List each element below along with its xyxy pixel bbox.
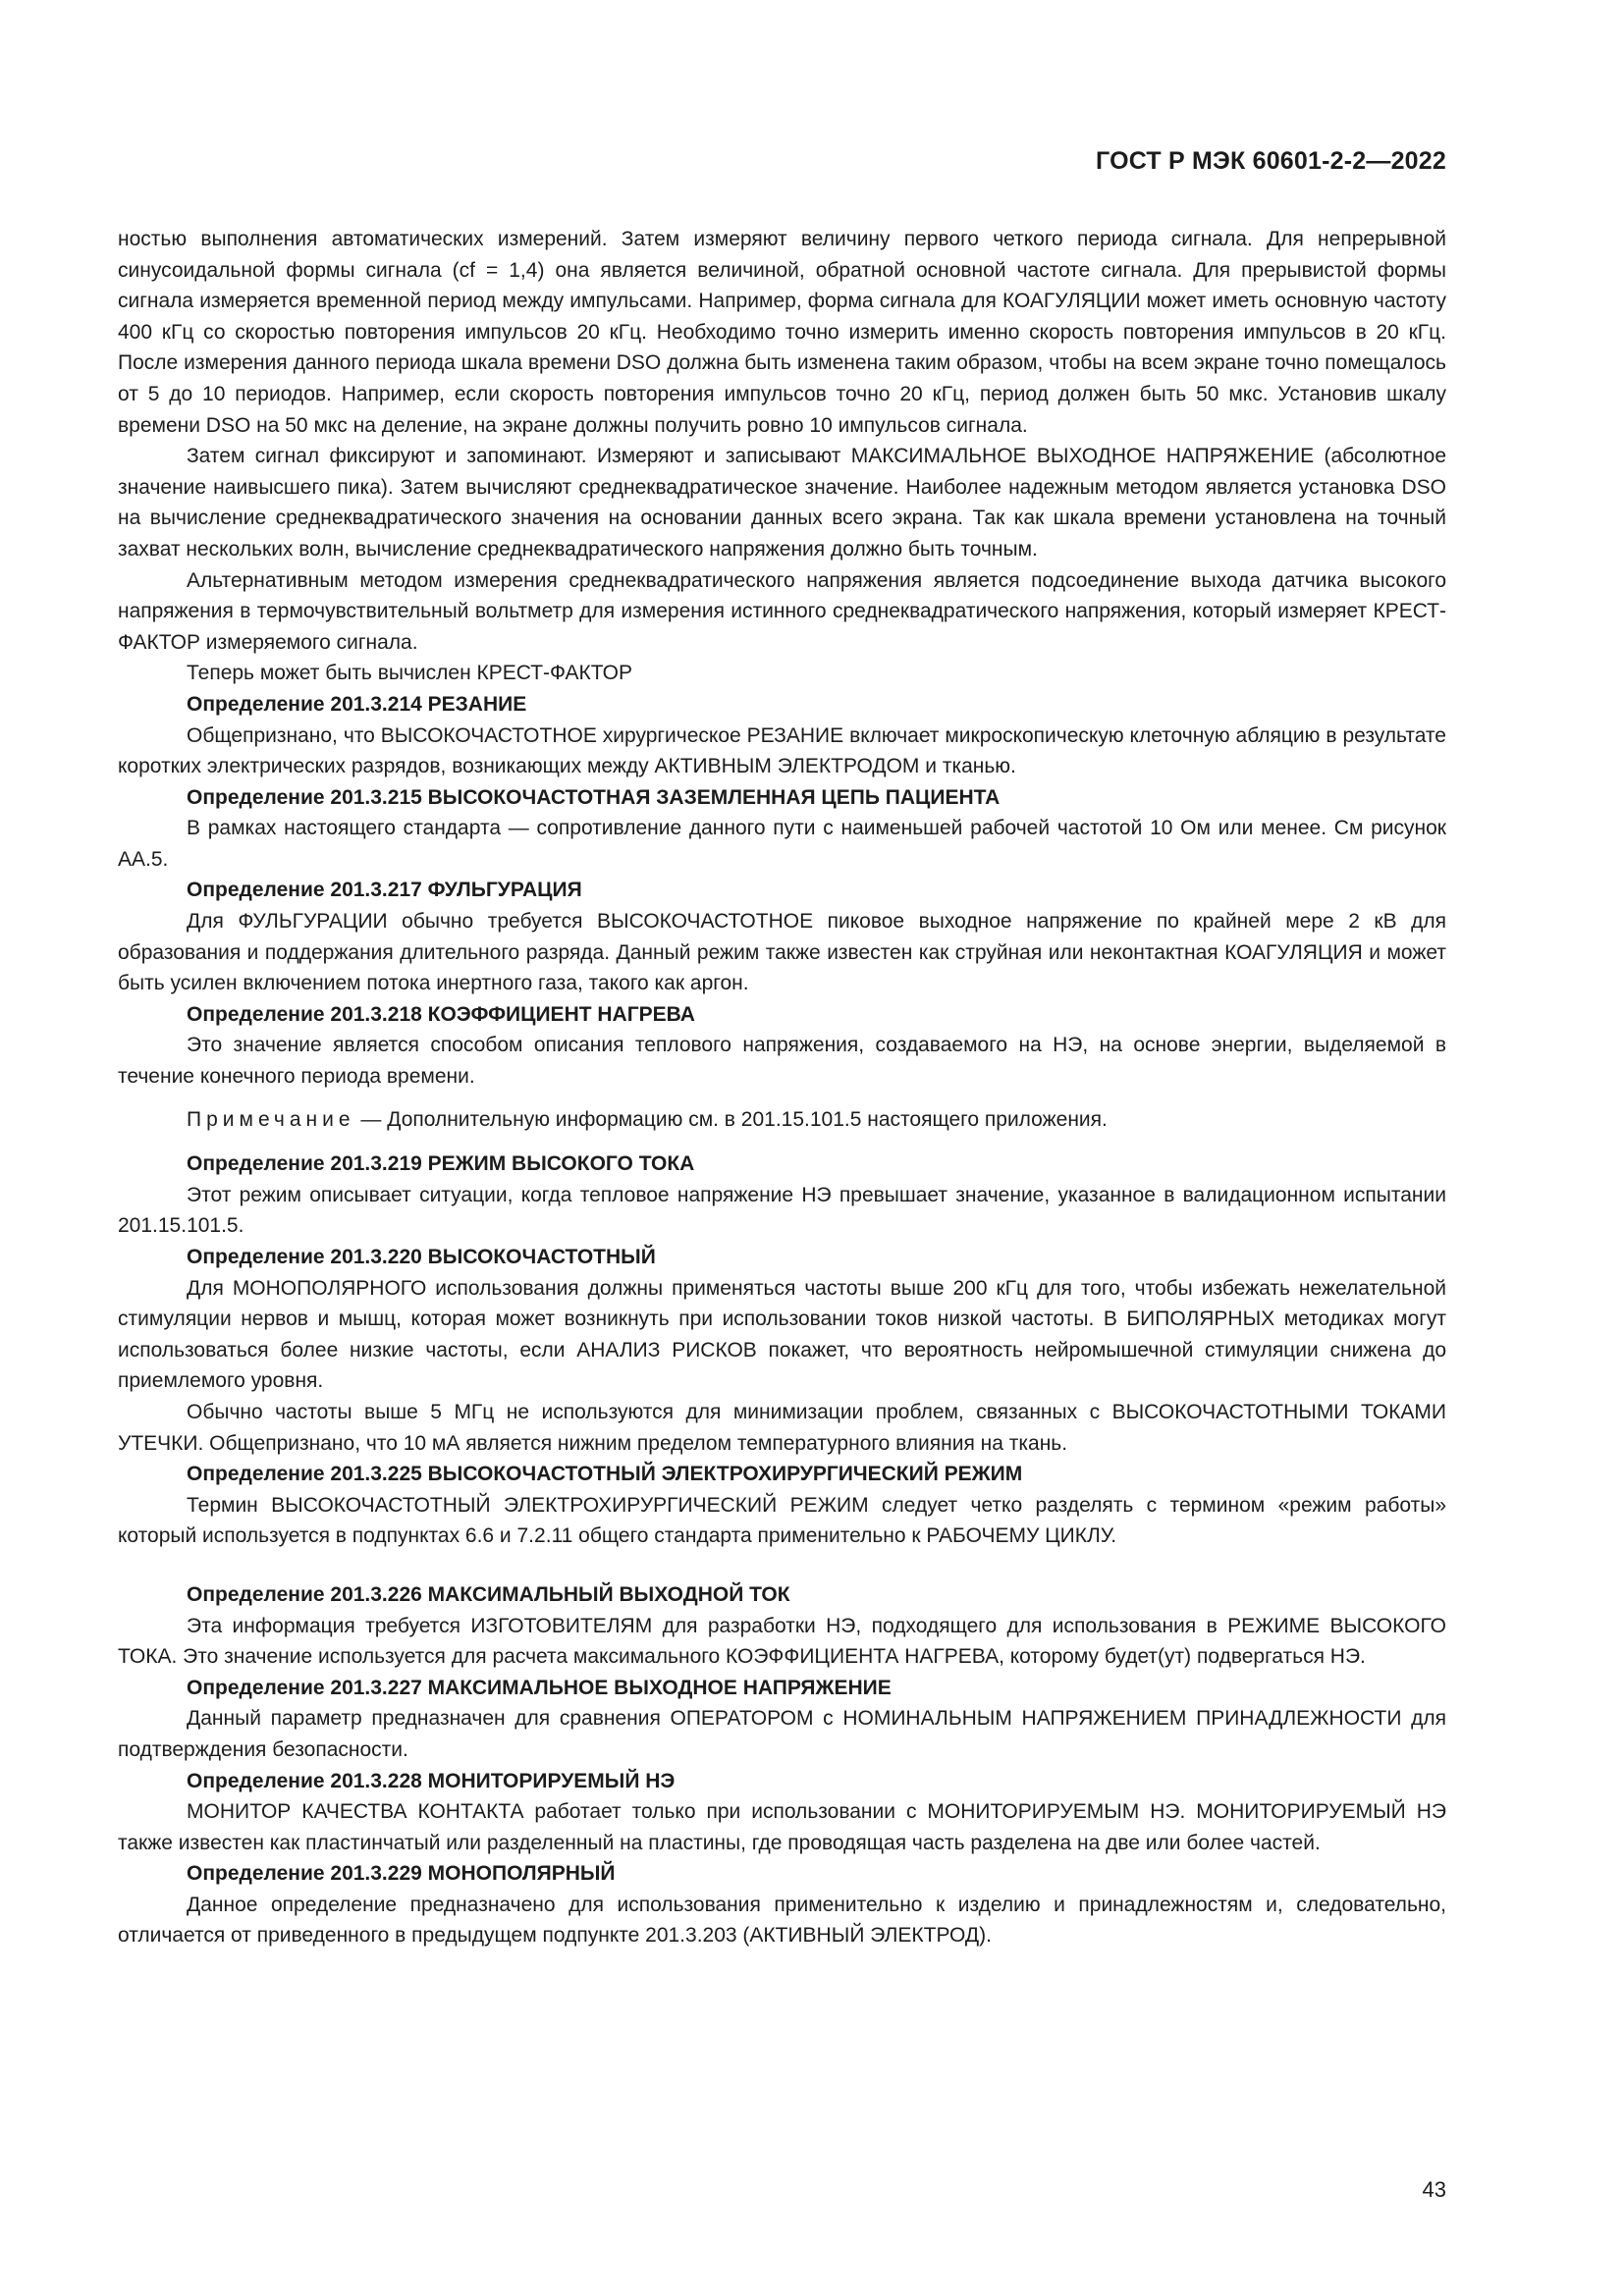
paragraph: Альтернативным методом измерения среднеквадратического напряжения является подсоединение выхода датчика высокого напряжения в термочувствительный вольтметр для измерения истинного среднеквадратического напряжения, который измеряет КРЕСТ-ФАКТОР измеряемого сигнала.	[118, 568, 1446, 654]
definition-heading: Определение 201.3.227 МАКСИМАЛЬНОЕ ВЫХОДНОЕ НАПРЯЖЕНИЕ	[187, 1676, 892, 1699]
definition-heading: Определение 201.3.220 ВЫСОКОЧАСТОТНЫЙ	[187, 1246, 656, 1268]
definition-heading: Определение 201.3.214 РЕЗАНИЕ	[187, 692, 527, 716]
paragraph: Термин ВЫСОКОЧАСТОТНЫЙ ЭЛЕКТРОХИРУРГИЧЕСКИЙ РЕЖИМ следует четко разделять с термином «режим работы» который используется в подпунктах 6.6 и 7.2.11 общего стандарта применительно к РАБОЧЕМУ ЦИКЛУ.	[118, 1493, 1446, 1548]
document-body	[118, 224, 1446, 1951]
definition-heading: Определение 201.3.218 КОЭФФИЦИЕНТ НАГРЕВА	[187, 1002, 695, 1026]
section-gap	[118, 1552, 1446, 1579]
paragraph: МОНИТОР КАЧЕСТВА КОНТАКТА работает только при использовании с МОНИТОРИРУЕМЫМ НЭ. МОНИТОРИРУЕМЫЙ НЭ также известен как пластинчатый или разделенный на пластины, где проводящая часть разделена на две или более частей.	[118, 1800, 1446, 1854]
paragraph: Общепризнано, что ВЫСОКОЧАСТОТНОЕ хирургическое РЕЗАНИЕ включает микроскопическую клеточную абляцию в результате коротких электрических разрядов, возникающих между АКТИВНЫМ ЭЛЕКТРОДОМ и тканью.	[118, 723, 1446, 778]
paragraph: Обычно частоты выше 5 МГц не используются для минимизации проблем, связанных с ВЫСОКОЧАСТОТНЫМИ ТОКАМИ УТЕЧКИ. Общепризнано, что 10 мА является нижним пределом температурного влияния на ткань.	[118, 1400, 1446, 1455]
paragraph: В рамках настоящего стандарта — сопротивление данного пути с наименьшей рабочей частотой 10 Ом или менее. См рисунок АА.5.	[118, 817, 1446, 871]
note-text: — Дополнительную информацию см. в 201.15.101.5 настоящего приложения.	[354, 1107, 1108, 1131]
definition-heading: Определение 201.3.217 ФУЛЬГУРАЦИЯ	[187, 879, 582, 902]
page-number: 43	[1422, 2177, 1446, 2202]
definition-heading: Определение 201.3.226 МАКСИМАЛЬНЫЙ ВЫХОДНОЙ ТОК	[187, 1582, 790, 1606]
paragraph: Это значение является способом описания теплового напряжения, создаваемого на НЭ, на основе энергии, выделяемой в течение конечного периода времени.	[118, 1034, 1446, 1089]
standard-header: ГОСТ Р МЭК 60601-2-2—2022	[1096, 147, 1446, 175]
paragraph: Данное определение предназначено для использования применительно к изделию и принадлежностям и, следовательно, отличается от приведенного в предыдущем подпункте 201.3.203 (АКТИВНЫЙ ЭЛЕКТРОД).	[118, 1893, 1446, 1948]
paragraph: Для ФУЛЬГУРАЦИИ обычно требуется ВЫСОКОЧАСТОТНОЕ пиковое выходное напряжение по крайней мере 2 кВ для образования и поддержания длительного разряда. Данный режим также известен как струйная или неконтактная КОАГУЛЯЦИЯ и может быть усилен включением потока инертного газа, такого как аргон.	[118, 910, 1446, 995]
definition-heading: Определение 201.3.229 МОНОПОЛЯРНЫЙ	[187, 1862, 616, 1886]
note	[118, 1104, 1446, 1136]
paragraph: Затем сигнал фиксируют и запоминают. Измеряют и записывают МАКСИМАЛЬНОЕ ВЫХОДНОЕ НАПРЯЖЕНИЕ (абсолютное значение наивысшего пика). Затем вычисляют среднеквадратическое значение. Наиболее надежным методом является установка DSO на вычисление среднеквадратического значения на основании данных всего экрана. Так как шкала времени установлена на точный захват нескольких волн, вычисление среднеквадратического напряжения должно быть точным.	[118, 445, 1446, 561]
note-label: Примечание	[187, 1107, 355, 1131]
paragraph: Этот режим описывает ситуации, когда тепловое напряжение НЭ превышает значение, указанное в валидационном испытании 201.15.101.5.	[118, 1183, 1446, 1238]
paragraph: Эта информация требуется ИЗГОТОВИТЕЛЯМ для разработки НЭ, подходящего для использования в РЕЖИМЕ ВЫСОКОГО ТОКА. Это значение используется для расчета максимального КОЭФФИЦИЕНТА НАГРЕВА, которому будет(ут) подвергаться НЭ.	[118, 1614, 1446, 1669]
paragraph: ностью выполнения автоматических измерений. Затем измеряют величину первого четкого периода сигнала. Для непрерывной синусоидальной формы сигнала (cf = 1,4) она является величиной, обратной основной частоте сигнала. Для прерывистой формы сигнала измеряется временной период между импульсами. Например, форма сигнала для КОАГУЛЯЦИИ может иметь основную частоту 400 кГц со скоростью повторения импульсов 20 кГц. Необходимо точно измерить именно скорость повторения импульсов в 20 кГц. После измерения данного периода шкала времени DSO должна быть изменена таким образом, чтобы на всем экране точно помещалось от 5 до 10 периодов. Например, если скорость повторения импульсов точно 20 кГц, период должен быть 50 мкс. Установив шкалу времени DSO на 50 мкс на деление, на экране должны получить ровно 10 импульсов сигнала.	[118, 228, 1446, 437]
definition-heading: Определение 201.3.228 МОНИТОРИРУЕМЫЙ НЭ	[187, 1769, 676, 1792]
definition-heading: Определение 201.3.219 РЕЖИМ ВЫСОКОГО ТОКА	[187, 1152, 695, 1176]
paragraph: Данный параметр предназначен для сравнения ОПЕРАТОРОМ с НОМИНАЛЬНЫМ НАПРЯЖЕНИЕМ ПРИНАДЛЕЖНОСТИ для подтверждения безопасности.	[118, 1707, 1446, 1761]
paragraph: Для МОНОПОЛЯРНОГО использования должны применяться частоты выше 200 кГц для того, чтобы избежать нежелательной стимуляции нервов и мышц, которая может возникнуть при использовании токов низкой частоты. В БИПОЛЯРНЫХ методиках могут использоваться более низкие частоты, если АНАЛИЗ РИСКОВ покажет, что вероятность нейромышечной стимуляции снижена до приемлемого уровня.	[118, 1276, 1446, 1393]
definition-heading: Определение 201.3.225 ВЫСОКОЧАСТОТНЫЙ ЭЛЕКТРОХИРУРГИЧЕСКИЙ РЕЖИМ	[187, 1463, 1023, 1486]
paragraph: Теперь может быть вычислен КРЕСТ-ФАКТОР	[187, 662, 633, 685]
definition-heading: Определение 201.3.215 ВЫСОКОЧАСТОТНАЯ ЗАЗЕМЛЕННАЯ ЦЕПЬ ПАЦИЕНТА	[187, 785, 1001, 809]
